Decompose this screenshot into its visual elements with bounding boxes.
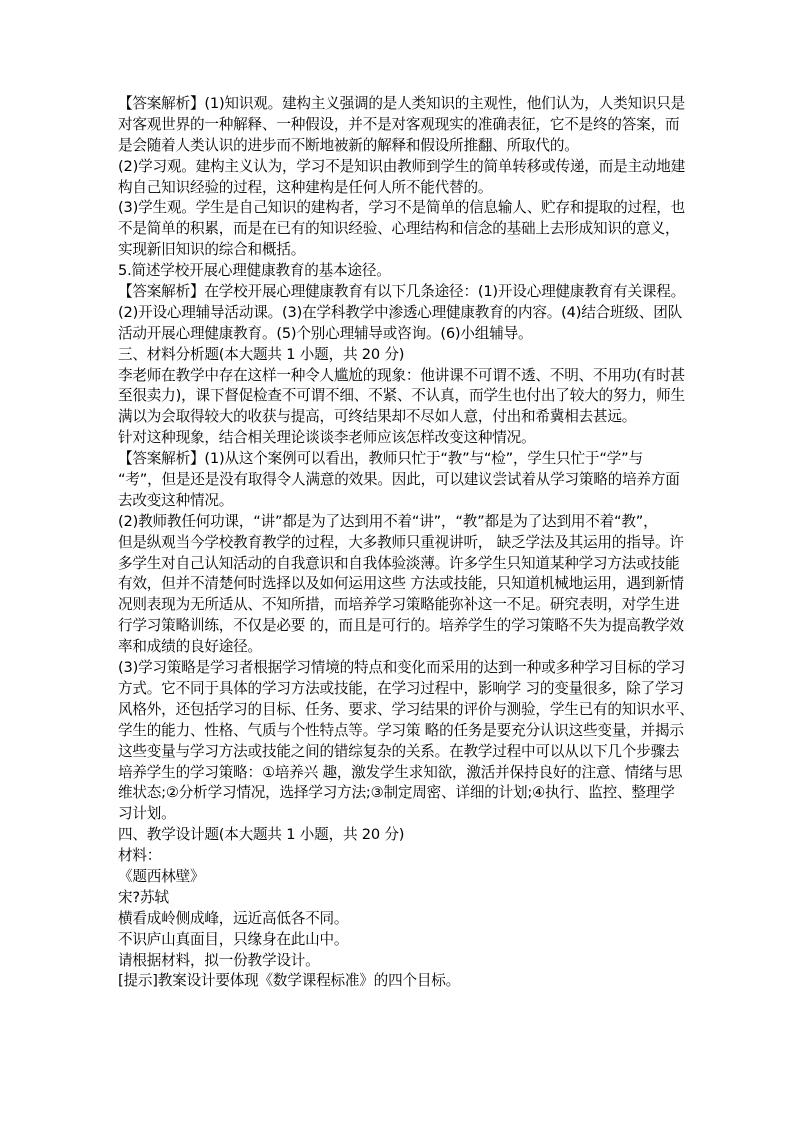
material-paragraph	[118, 366, 688, 429]
text-line: (3)学习策略是学习者根据学习情境的特点和变化而采用的达到一种或多种学习目标的学习	[118, 659, 686, 677]
text-line: 三、材料分析题(本大题共 1 小题，共 20 分)	[118, 345, 405, 363]
text-line: 风格外，还包括学习的目标、任务、要求、学习结果的评价与测验，学生已有的知识水平、	[118, 700, 694, 718]
text-line: 李老师在教学中存在这样一种令人尴尬的现象：他讲课不可谓不透、不明、不用功(有时甚	[118, 366, 685, 384]
text-line: 去改变这种情况。	[118, 491, 234, 509]
text-line: 【答案解析】在学校开展心理健康教育有以下几条途径：(1)开设心理健康教育有关课程。	[118, 283, 686, 301]
text-line: [提示]教案设计要体现《数学课程标准》的四个目标。	[118, 972, 461, 990]
text-line: 不是简单的积累，而是在已有的知识经验、心理结构和信念的基础上去形成知识的意义，	[118, 220, 680, 238]
answer-paragraph	[118, 198, 688, 261]
answer-paragraph	[118, 94, 688, 157]
text-line: 横看成岭侧成峰，远近高低各不同。	[118, 909, 349, 927]
text-line: 构自己知识经验的过程，这种建构是任何人所不能代替的。	[118, 178, 493, 196]
text-line: 维状态;②分析学习情况，选择学习方法;③制定周密、详细的计划;④执行、监控、整理学	[118, 784, 675, 802]
text-line: 行学习策略训练，不仅是必要 的，而且是可行的。培养学生的学习策略不失为提高教学效	[118, 617, 684, 635]
text-line: 对客观世界的一种解释、一种假设，并不是对客观现实的准确表征，它不是终的答案，而	[118, 115, 680, 133]
material-paragraph	[118, 846, 688, 950]
text-line: 有效，但并不清楚何时选择以及如何运用这些 方法或技能，只知道机械地运用，遇到新情	[118, 575, 684, 593]
text-line: 习计划。	[118, 805, 176, 823]
text-line: 【答案解析】(1)从这个案例可以看出，教师只忙于“教”与“检”，学生只忙于“学”与	[118, 450, 643, 468]
text-line: 但是纵观当今学校教育教学的过程，大多教师只重视讲听， 缺乏学法及其运用的指导。许	[118, 533, 684, 551]
hint-paragraph	[118, 971, 688, 992]
text-line: 至很卖力)，课下督促检查不可谓不细、不紧、不认真，而学生也付出了较大的努力，师生	[118, 387, 685, 405]
text-line: (3)学生观。学生是自己知识的建构者，学习不是简单的信息输人、贮存和提取的过程，也	[118, 199, 686, 217]
text-line: 四、教学设计题(本大题共 1 小题，共 20 分)	[118, 826, 405, 844]
text-line: 是会随着人类认识的进步而不断地被新的解释和假设所推翻、所取代的。	[118, 136, 579, 154]
answer-paragraph	[118, 512, 688, 658]
text-line: 请根据材料，拟一份教学设计。	[118, 951, 320, 969]
answer-paragraph	[118, 282, 688, 345]
text-line: 针对这种现象，结合相关理论谈谈李老师应该怎样改变这种情况。	[118, 429, 536, 447]
text-line: 这些变量与学习方法或技能之间的错综复杂的关系。在教学过程中可以从以下几个步骤去	[118, 742, 680, 760]
text-line: 方式。它不同于具体的学习方法或技能，在学习过程中，影响学 习的变量很多，除了学习	[118, 679, 684, 697]
answer-paragraph	[118, 449, 688, 512]
text-line: 况则表现为无所适从、不知所措，而培养学习策略能弥补这一不足。研究表明，对学生进	[118, 596, 680, 614]
answer-paragraph	[118, 157, 688, 199]
text-line: (2)学习观。建构主义认为，学习不是知识由教师到学生的简单转移或传递，而是主动地建	[118, 157, 686, 175]
text-line: “考”，但是还是没有取得令人满意的效果。因此，可以建议尝试着从学习策略的培养方面	[118, 471, 680, 489]
question-paragraph	[118, 428, 688, 449]
text-line: 满以为会取得较大的收获与提高，可终结果却不尽如人意，付出和希冀相去甚远。	[118, 408, 637, 426]
text-line: 率和成绩的良好途径。	[118, 638, 262, 656]
question-paragraph	[118, 951, 688, 972]
text-line: 学生的能力、性格、气质与个性特点等。学习策 略的任务是要充分认识这些变量，并揭示	[118, 721, 684, 739]
text-line: (2)开设心理辅导活动课。(3)在学科教学中渗透心理健康教育的内容。(4)结合班级、团队	[118, 303, 683, 321]
question-paragraph	[118, 261, 688, 282]
text-line: 材料：	[118, 847, 162, 865]
document-page	[118, 94, 694, 992]
text-line: 宋?苏轼	[118, 888, 169, 906]
text-line: 培养学生的学习策略：①培养兴 趣，激发学生求知欲，激活并保持良好的注意、情绪与思	[118, 763, 683, 781]
text-line: 活动开展心理健康教育。(5)个别心理辅导或咨询。(6)小组辅导。	[118, 324, 533, 342]
answer-paragraph	[118, 658, 694, 825]
text-line: 5.简述学校开展心理健康教育的基本途径。	[118, 262, 391, 280]
section-heading-paragraph	[118, 825, 688, 846]
text-line: 【答案解析】(1)知识观。建构主义强调的是人类知识的主观性，他们认为，人类知识只是	[118, 95, 686, 112]
text-line: 不识庐山真面目，只缘身在此山中。	[118, 930, 349, 948]
text-line: 《题西林壁》	[118, 867, 205, 885]
text-line: (2)教师教任何功课，“讲”都是为了达到用不着“讲”，“教”都是为了达到用不着“教”，	[118, 512, 658, 530]
section-heading-paragraph	[118, 345, 688, 366]
text-line: 实现新旧知识的综合和概括。	[118, 241, 306, 259]
text-line: 多学生对自己认知活动的自我意识和自我体验淡薄。许多学生只知道某种学习方法或技能	[118, 554, 680, 572]
